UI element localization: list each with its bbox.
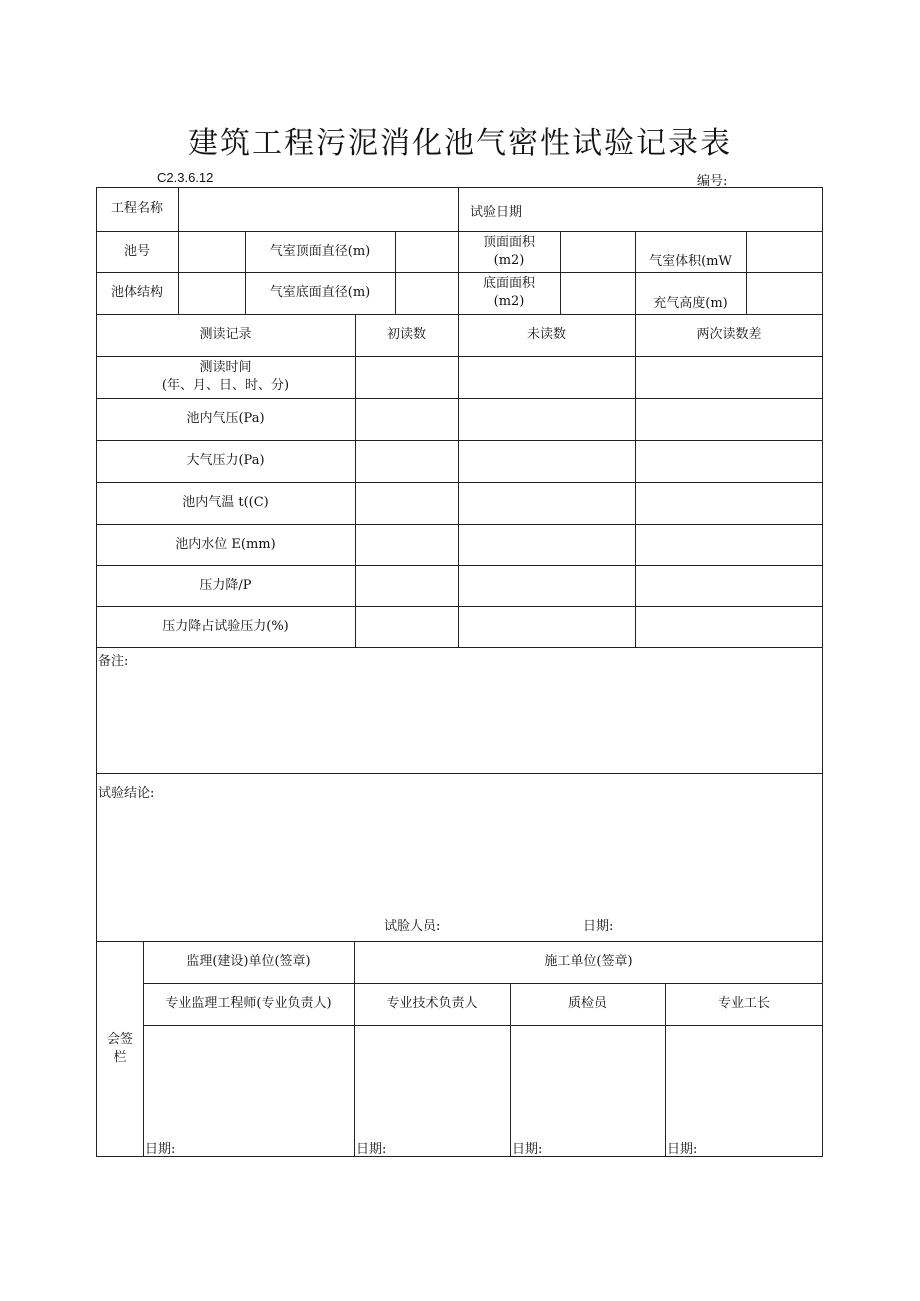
remarks-label: 备注:	[98, 654, 129, 669]
top-area-label	[458, 231, 560, 272]
reading-row-label: 池内气温 t((C)	[182, 495, 269, 511]
serial-number-label: 编号:	[697, 174, 728, 189]
tank-number-label: 池号	[123, 243, 150, 259]
signoff-date-label: 日期:	[356, 1142, 387, 1157]
signoff-date-label: 日期:	[667, 1142, 698, 1157]
reading-row-label: 池内水位 E(mm)	[175, 536, 276, 552]
reading-row-label: 池内气压(Pa)	[186, 411, 265, 427]
bottom-area-label-line1: 底面面积	[482, 276, 535, 292]
role-quality-inspector: 质检员	[567, 996, 607, 1012]
signoff-date-label: 日期:	[512, 1142, 543, 1157]
readings-header-initial: 初读数	[386, 327, 426, 343]
bottom-diameter-label: 气室底面直径(m)	[269, 285, 371, 301]
construction-unit-label: 施工单位(签章)	[544, 954, 633, 970]
conclusion-date-label: 日期:	[583, 919, 614, 934]
tester-label: 试脸人员:	[384, 919, 441, 934]
record-table	[96, 187, 823, 1157]
fill-height-label: 充气高度(m)	[653, 296, 728, 312]
role-foreman: 专业工长	[717, 996, 770, 1012]
reading-row-label: 压力降占试验压力(%)	[162, 618, 289, 634]
reading-row-label: 压力降/P	[199, 577, 252, 593]
top-area-label-line2: (m2)	[493, 252, 525, 268]
role-technical-lead: 专业技术负责人	[386, 996, 478, 1012]
bottom-area-label	[458, 272, 560, 314]
top-diameter-label: 气室顶面直径(m)	[269, 243, 371, 259]
readings-header-record: 测读记录	[199, 327, 252, 343]
reading-row-label: 测读时间 (年、月、日、时、分)	[161, 360, 290, 393]
conclusion-label: 试验结论:	[98, 786, 155, 801]
top-area-label-line1: 顶面面积	[482, 234, 535, 250]
signoff-label: 会签 栏	[106, 1032, 133, 1065]
reading-row-label: 大气压力(Pa)	[186, 453, 265, 469]
supervision-unit-label: 监理(建设)单位(签章)	[186, 954, 311, 970]
form-title: 建筑工程污泥消化池气密性试验记录表	[188, 126, 732, 161]
readings-header-final: 未读数	[526, 327, 566, 343]
project-name-value[interactable]	[178, 187, 458, 231]
chamber-volume-label: 气室体积(mW	[649, 253, 732, 269]
test-date-label: 试验日期	[470, 205, 523, 220]
form-code: C2.3.6.12	[157, 170, 214, 185]
project-name-label: 工程名称	[110, 201, 163, 217]
readings-header-difference: 两次读数差	[696, 327, 762, 343]
signoff-date-label: 日期:	[145, 1142, 176, 1157]
role-supervising-engineer: 专业监理工程师(专业负责人)	[165, 996, 332, 1012]
structure-label: 池体结构	[110, 285, 163, 301]
bottom-area-label-line2: (m2)	[493, 294, 525, 309]
